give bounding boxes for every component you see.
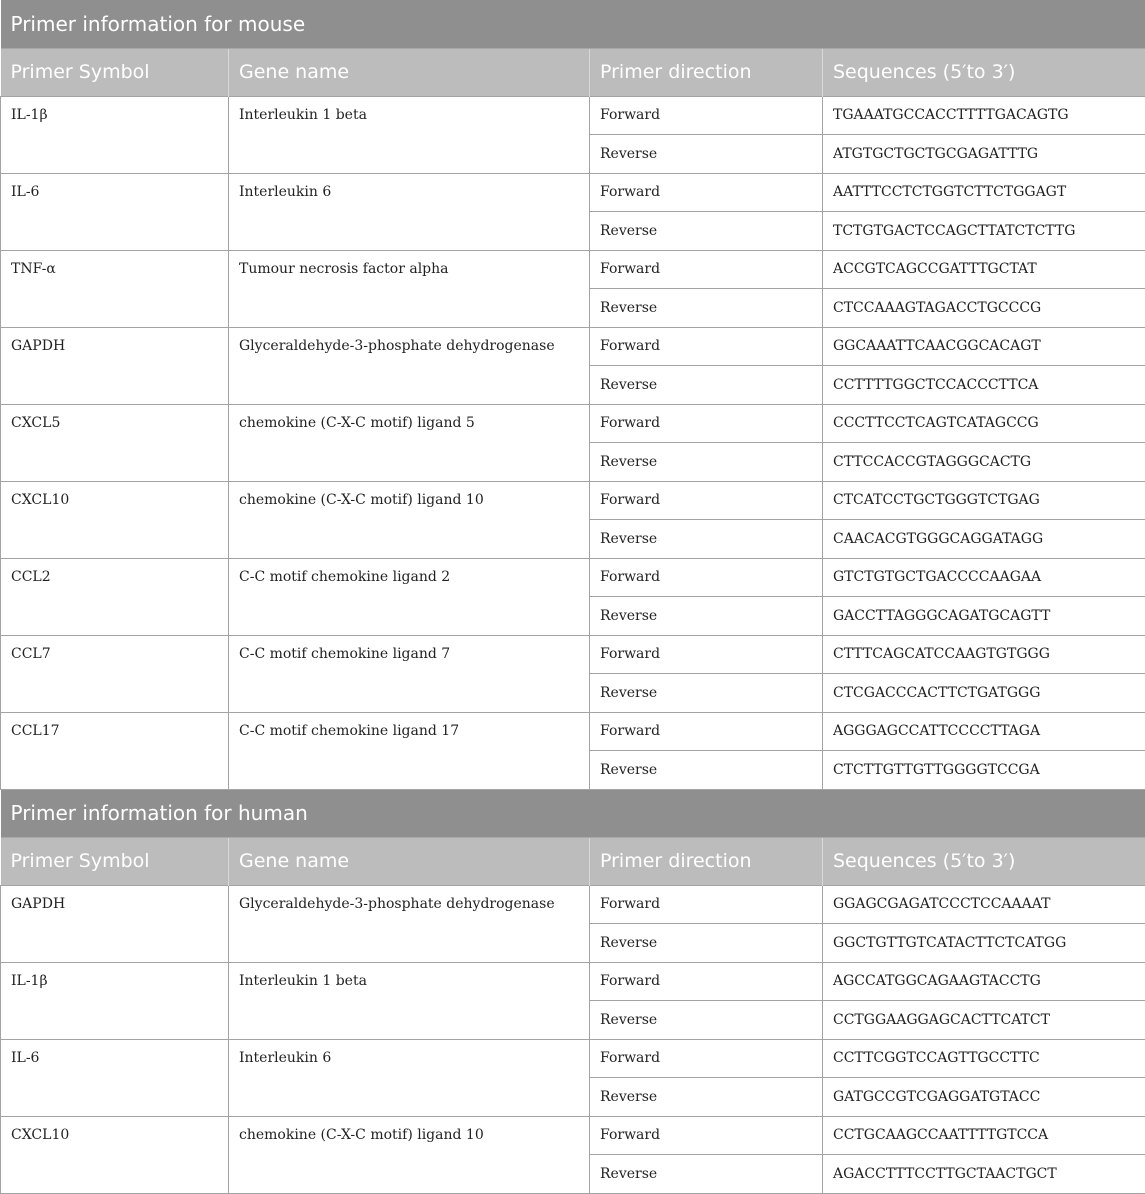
primer-row-forward: [1, 558, 1145, 597]
primer-row-forward: [1, 327, 1145, 366]
primer-sequence: GACCTTAGGGCAGATGCAGTT: [823, 597, 1145, 636]
primer-direction: Reverse: [590, 135, 823, 174]
primer-direction: Reverse: [590, 1001, 823, 1040]
primer-direction: Reverse: [590, 1078, 823, 1117]
primer-direction: Reverse: [590, 924, 823, 963]
primer-direction: Forward: [590, 481, 823, 520]
primer-row-forward: [1, 635, 1145, 674]
primer-symbol: GAPDH: [1, 327, 229, 404]
primer-sequence: GGCTGTTGTCATACTTCTCATGG: [823, 924, 1145, 963]
primer-symbol: CXCL10: [1, 481, 229, 558]
primer-row-forward: [1, 1039, 1145, 1078]
gene-name: Interleukin 6: [229, 1039, 590, 1116]
primer-sequence: GATGCCGTCGAGGATGTACC: [823, 1078, 1145, 1117]
primer-sequence: GTCTGTGCTGACCCCAAGAA: [823, 558, 1145, 597]
primer-direction: Forward: [590, 173, 823, 212]
primer-row-forward: [1, 885, 1145, 924]
primer-symbol: GAPDH: [1, 885, 229, 962]
primer-direction: Reverse: [590, 289, 823, 328]
primer-row-forward: [1, 96, 1145, 135]
primer-direction: Forward: [590, 712, 823, 751]
primer-sequence: CCTTTTGGCTCCACCCTTCA: [823, 366, 1145, 405]
primer-direction: Forward: [590, 327, 823, 366]
primer-sequence: CCTTCGGTCCAGTTGCCTTC: [823, 1039, 1145, 1078]
primer-row-forward: [1, 962, 1145, 1001]
gene-name: chemokine (C-X-C motif) ligand 10: [229, 481, 590, 558]
primer-sequence: AATTTCCTCTGGTCTTCTGGAGT: [823, 173, 1145, 212]
section-title: Primer information for mouse: [1, 0, 1145, 48]
primer-direction: Reverse: [590, 443, 823, 482]
primer-sequence: AGACCTTTCCTTGCTAACTGCT: [823, 1155, 1145, 1194]
column-header-gene: Gene name: [229, 837, 590, 885]
primer-direction: Forward: [590, 635, 823, 674]
primer-direction: Forward: [590, 1116, 823, 1155]
column-header-symbol: Primer Symbol: [1, 837, 229, 885]
primer-row-forward: [1, 250, 1145, 289]
primer-sequence: TGAAATGCCACCTTTTGACAGTG: [823, 96, 1145, 135]
primer-sequence: TCTGTGACTCCAGCTTATCTCTTG: [823, 212, 1145, 251]
primer-direction: Reverse: [590, 212, 823, 251]
section-title-row: [1, 0, 1145, 48]
primer-sequence: ATGTGCTGCTGCGAGATTTG: [823, 135, 1145, 174]
mouse-section-body: [1, 96, 1145, 789]
human-section-head: [1, 789, 1145, 885]
column-header-row: [1, 837, 1145, 885]
primer-row-forward: [1, 1116, 1145, 1155]
primer-symbol: IL-6: [1, 1039, 229, 1116]
primer-sequence: GGCAAATTCAACGGCACAGT: [823, 327, 1145, 366]
section-title-row: [1, 789, 1145, 837]
mouse-section-head: [1, 0, 1145, 96]
primer-direction: Forward: [590, 404, 823, 443]
primer-row-forward: [1, 481, 1145, 520]
gene-name: Interleukin 6: [229, 173, 590, 250]
primer-symbol: CCL17: [1, 712, 229, 789]
column-header-gene: Gene name: [229, 48, 590, 96]
primer-sequence: CCCTTCCTCAGTCATAGCCG: [823, 404, 1145, 443]
gene-name: C-C motif chemokine ligand 17: [229, 712, 590, 789]
gene-name: Tumour necrosis factor alpha: [229, 250, 590, 327]
primer-symbol: CCL2: [1, 558, 229, 635]
primer-row-forward: [1, 712, 1145, 751]
primer-direction: Forward: [590, 885, 823, 924]
primer-sequence: CTCTTGTTGTTGGGGTCCGA: [823, 751, 1145, 790]
primer-direction: Forward: [590, 558, 823, 597]
primer-direction: Reverse: [590, 751, 823, 790]
section-title: Primer information for human: [1, 789, 1145, 837]
primer-symbol: IL-1β: [1, 96, 229, 173]
primer-direction: Reverse: [590, 520, 823, 559]
primer-direction: Forward: [590, 250, 823, 289]
primer-sequence: CTTCCACCGTAGGGCACTG: [823, 443, 1145, 482]
primer-direction: Reverse: [590, 674, 823, 713]
gene-name: chemokine (C-X-C motif) ligand 5: [229, 404, 590, 481]
column-header-symbol: Primer Symbol: [1, 48, 229, 96]
primer-symbol: CXCL5: [1, 404, 229, 481]
column-header-row: [1, 48, 1145, 96]
primer-symbol: IL-6: [1, 173, 229, 250]
gene-name: Interleukin 1 beta: [229, 96, 590, 173]
gene-name: C-C motif chemokine ligand 2: [229, 558, 590, 635]
primer-sequence: CCTGGAAGGAGCACTTCATCT: [823, 1001, 1145, 1040]
primer-sequence: AGCCATGGCAGAAGTACCTG: [823, 962, 1145, 1001]
primer-symbol: TNF-α: [1, 250, 229, 327]
human-section-body: [1, 885, 1145, 1193]
column-header-direction: Primer direction: [590, 837, 823, 885]
gene-name: Interleukin 1 beta: [229, 962, 590, 1039]
primer-direction: Forward: [590, 962, 823, 1001]
gene-name: Glyceraldehyde-3-phosphate dehydrogenase: [229, 327, 590, 404]
primer-symbol: CCL7: [1, 635, 229, 712]
primer-direction: Reverse: [590, 597, 823, 636]
primer-sequence: CTCCAAAGTAGACCTGCCCG: [823, 289, 1145, 328]
primer-sequence: CTCGACCCACTTCTGATGGG: [823, 674, 1145, 713]
primer-sequence: CCTGCAAGCCAATTTTGTCCA: [823, 1116, 1145, 1155]
primer-sequence: CAACACGTGGGCAGGATAGG: [823, 520, 1145, 559]
column-header-direction: Primer direction: [590, 48, 823, 96]
primer-row-forward: [1, 404, 1145, 443]
primer-sequence: CTTTCAGCATCCAAGTGTGGG: [823, 635, 1145, 674]
column-header-sequence: Sequences (5′to 3′): [823, 837, 1145, 885]
primer-sequence: AGGGAGCCATTCCCCTTAGA: [823, 712, 1145, 751]
primer-direction: Reverse: [590, 1155, 823, 1194]
primer-sequence: GGAGCGAGATCCCTCCAAAAT: [823, 885, 1145, 924]
column-header-sequence: Sequences (5′to 3′): [823, 48, 1145, 96]
primer-symbol: IL-1β: [1, 962, 229, 1039]
primer-direction: Forward: [590, 1039, 823, 1078]
primer-direction: Forward: [590, 96, 823, 135]
primer-symbol: CXCL10: [1, 1116, 229, 1193]
primer-direction: Reverse: [590, 366, 823, 405]
gene-name: chemokine (C-X-C motif) ligand 10: [229, 1116, 590, 1193]
gene-name: Glyceraldehyde-3-phosphate dehydrogenase: [229, 885, 590, 962]
gene-name: C-C motif chemokine ligand 7: [229, 635, 590, 712]
primer-sequence: ACCGTCAGCCGATTTGCTAT: [823, 250, 1145, 289]
primer-row-forward: [1, 173, 1145, 212]
primer-sequence: CTCATCCTGCTGGGTCTGAG: [823, 481, 1145, 520]
